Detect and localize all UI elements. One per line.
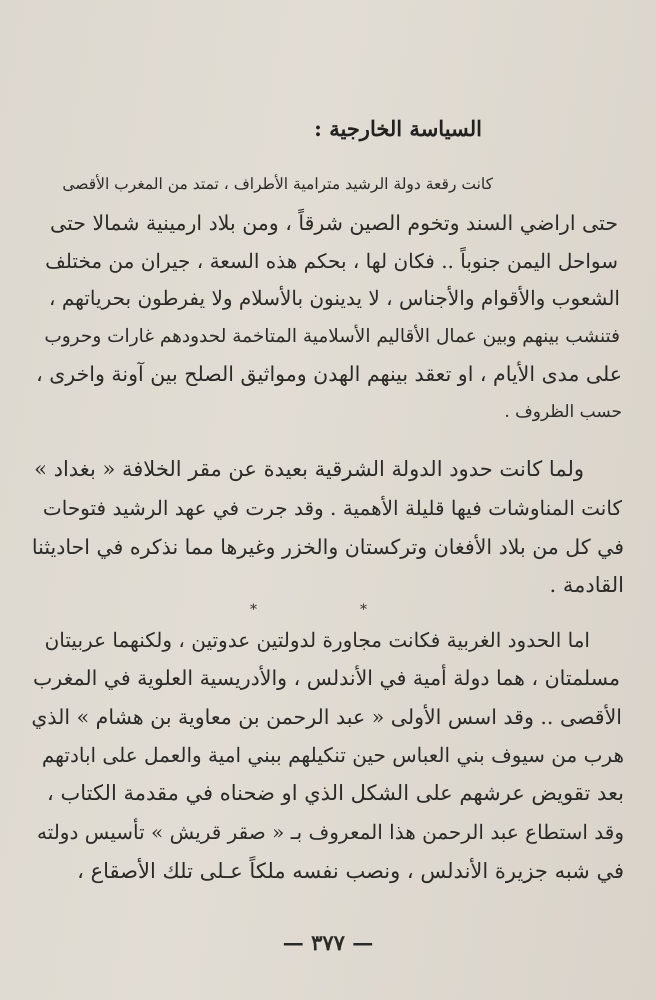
text-line: الأقصى .. وقد اسس الأولى « عبد الرحمن بن معاوية بن هشام » الذي	[31, 705, 622, 729]
separator-star: *	[360, 602, 367, 618]
text-line: مسلمتان ، هما دولة أمية في الأندلس ، والأدريسية العلوية في المغرب	[32, 666, 620, 690]
section-separator	[0, 602, 656, 622]
text-line: حتى اراضي السند وتخوم الصين شرقاً ، ومن بلاد ارمينية شمالا حتى	[50, 211, 618, 235]
text-line: وقد استطاع عبد الرحمن هذا المعروف بـ « صقر قريش » تأسيس دولته	[36, 820, 624, 844]
separator-star: *	[250, 602, 257, 618]
text-line: سواحل اليمن جنوباً .. فكان لها ، بحكم هذه السعة ، جيران من مختلف	[45, 249, 618, 273]
section-heading: السياسة الخارجية :	[314, 116, 482, 141]
text-line: في كل من بلاد الأفغان وتركستان والخزر وغيرها مما نذكره في احاديثنا	[31, 535, 624, 559]
text-line: كانت رقعة دولة الرشيد مترامية الأطراف ، تمتد من المغرب الأقصى	[62, 175, 493, 193]
text-line: ولما كانت حدود الدولة الشرقية بعيدة عن مقر الخلافة « بغداد »	[34, 457, 584, 481]
text-line: القادمة .	[549, 573, 624, 597]
text-line: كانت المناوشات فيها قليلة الأهمية . وقد جرت في عهد الرشيد فتوحات	[42, 496, 622, 520]
text-line: بعد تقويض عرشهم على الشكل الذي او ضحناه في مقدمة الكتاب ،	[47, 781, 624, 805]
text-line: اما الحدود الغربية فكانت مجاورة لدولتين عدوتين ، ولكنهما عربيتان	[44, 628, 590, 652]
text-line: هرب من سيوف بني العباس حين تنكيلهم ببني امية والعمل على ابادتهم	[41, 743, 624, 767]
text-line: في شبه جزيرة الأندلس ، ونصب نفسه ملكاً عـلى تلك الأصقاع ،	[77, 859, 624, 883]
text-line: الشعوب والأقوام والأجناس ، لا يدينون بالأسلام ولا يفرطون بحرياتهم ،	[49, 286, 620, 310]
text-line: على مدى الأيام ، او تعقد بينهم الهدن ومواثيق الصلح بين آونة واخرى ،	[36, 362, 622, 386]
page-number: — ٣٧٧ —	[282, 930, 374, 955]
text-line: فتنشب بينهم وبين عمال الأقاليم الأسلامية المتاخمة لحدودهم غارات وحروب	[44, 326, 620, 347]
text-line: حسب الظروف .	[504, 402, 622, 422]
